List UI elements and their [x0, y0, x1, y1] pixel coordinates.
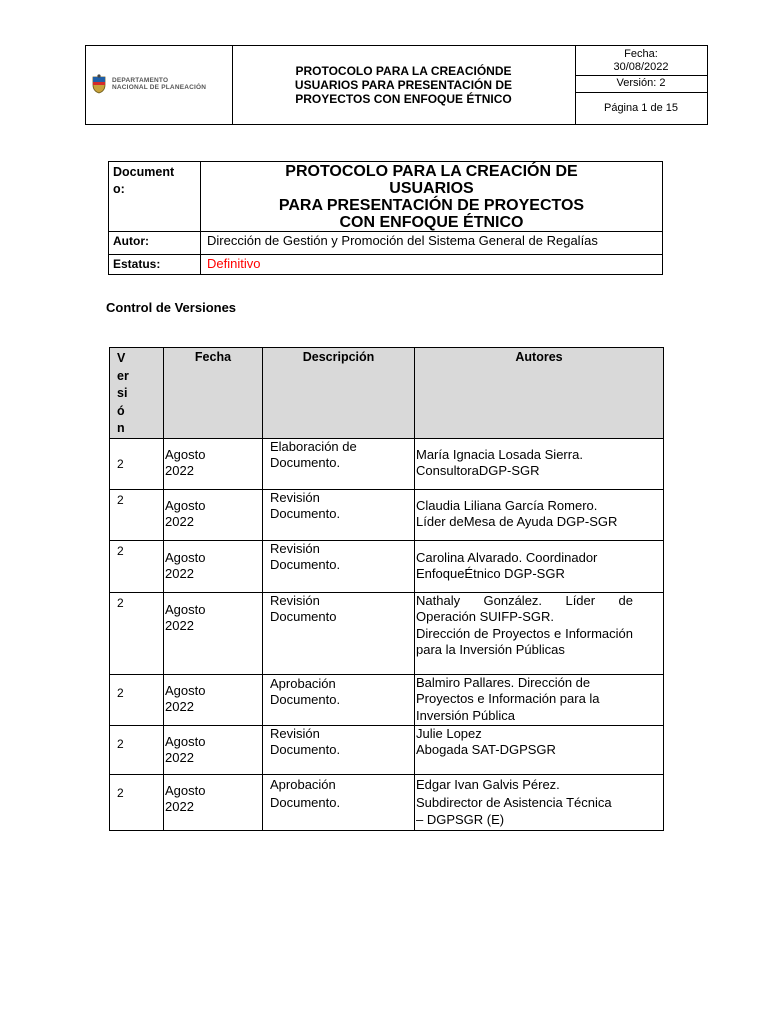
autor-line: Dirección de Proyectos e Información para la Inversión Públicas — [416, 625, 633, 657]
descripcion-header: Descripción — [263, 348, 415, 439]
autor-line: Abogada SAT-DGPSGR — [416, 742, 556, 757]
desc-line: Elaboración de — [270, 438, 357, 454]
autor-value: Dirección de Gestión y Promoción del Sistema General de Regalías — [201, 232, 663, 255]
fecha-line: 2022 — [165, 799, 194, 814]
header-title-line: PROTOCOLO PARA LA CREACIÓNDE — [295, 64, 512, 78]
fecha-line: Agosto — [165, 782, 206, 798]
desc-line: Revisión — [270, 592, 320, 608]
document-title — [201, 162, 663, 232]
autor-label: Autor: — [109, 232, 201, 255]
autor-line: Subdirector de Asistencia Técnica — [416, 794, 612, 810]
fecha-cell — [164, 540, 263, 592]
document-title-line: PARA PRESENTACIÓN DE PROYECTOS — [278, 197, 585, 214]
table-row — [110, 489, 664, 540]
document-title-line: PROTOCOLO PARA LA CREACIÓN DE — [285, 163, 578, 180]
documento-label — [109, 162, 201, 232]
estatus-value: Definitivo — [201, 255, 663, 275]
coat-of-arms-icon — [90, 74, 108, 94]
autores-cell — [415, 774, 664, 830]
dnp-logo — [90, 74, 206, 94]
desc-line: Documento. — [270, 742, 341, 757]
version-cell: 2 — [110, 438, 164, 489]
header-title-line: PROYECTOS CON ENFOQUE ÉTNICO — [295, 92, 512, 106]
descripcion-cell — [263, 725, 415, 774]
header-title-line: USUARIOS PARA PRESENTACIÓN DE — [294, 78, 513, 92]
logo-text-line-2: NACIONAL DE PLANEACIÓN — [112, 84, 207, 91]
documento-label-text: Document o: — [113, 165, 175, 196]
fecha-line: Agosto — [165, 601, 206, 617]
descripcion-cell — [263, 489, 415, 540]
autor-line: Claudia Liliana García Romero. — [416, 497, 598, 513]
autor-line: Líder deMesa de Ayuda DGP-SGR — [416, 514, 618, 529]
fecha-line: Agosto — [165, 733, 206, 749]
version-table — [109, 347, 664, 831]
version-cell: 2 — [110, 489, 164, 540]
page-number: Página 1 de 15 — [603, 102, 678, 114]
descripcion-cell — [263, 540, 415, 592]
desc-line: Aprobación — [270, 776, 336, 792]
desc-line: Documento. — [270, 455, 341, 470]
desc-line: Revisión — [270, 540, 320, 556]
version-header-char: er — [117, 368, 129, 383]
descripcion-cell — [263, 438, 415, 489]
estatus-label: Estatus: — [109, 255, 201, 275]
autor-line: Nathaly González. Líder de Operación SUIFP-SGR. — [416, 592, 633, 624]
autores-cell — [415, 674, 664, 725]
fecha-value: 30/08/2022 — [613, 61, 669, 73]
fecha-cell — [164, 438, 263, 489]
desc-line: Documento. — [270, 794, 341, 810]
descripcion-cell — [263, 674, 415, 725]
logo-text-line-1: DEPARTAMENTO — [112, 76, 169, 84]
descripcion-cell — [263, 592, 415, 674]
control-versions-title: Control de Versiones — [106, 300, 237, 315]
fecha-cell — [575, 46, 707, 76]
fecha-line: 2022 — [165, 750, 194, 765]
autor-line: Inversión Pública — [416, 707, 515, 723]
fecha-line: Agosto — [165, 682, 206, 698]
fecha-line: 2022 — [165, 566, 194, 581]
table-row — [110, 774, 664, 830]
table-row — [110, 674, 664, 725]
autor-line: Carolina Alvarado. Coordinador — [416, 549, 598, 565]
fecha-line: Agosto — [165, 549, 206, 565]
header-title — [232, 46, 576, 124]
autores-cell — [415, 489, 664, 540]
version-cell: 2 — [110, 725, 164, 774]
desc-line: Documento. — [270, 557, 341, 572]
fecha-cell — [164, 489, 263, 540]
document-title-line: USUARIOS — [389, 180, 474, 197]
version-header — [110, 348, 164, 439]
autor-line: ConsultoraDGP-SGR — [416, 463, 540, 478]
desc-line: Documento — [270, 609, 337, 624]
desc-line: Documento. — [270, 506, 341, 521]
document-info-table — [108, 161, 663, 275]
autores-cell — [415, 540, 664, 592]
fecha-cell — [164, 592, 263, 674]
desc-line: Aprobación — [270, 675, 336, 691]
autor-line: María Ignacia Losada Sierra. — [416, 446, 583, 462]
logo-cell — [86, 46, 233, 124]
version-header-char: V — [117, 351, 126, 365]
fecha-line: 2022 — [165, 514, 194, 529]
autor-line: Proyectos e Información para la — [416, 691, 600, 706]
version-cell: 2 — [110, 592, 164, 674]
version-cell: 2 — [110, 774, 164, 830]
desc-line: Revisión — [270, 489, 320, 505]
autor-line: Balmiro Pallares. Dirección de — [416, 674, 591, 690]
autor-line: Julie Lopez — [416, 725, 482, 741]
fecha-line: 2022 — [165, 463, 194, 478]
version-header-char: n — [117, 421, 125, 435]
version-cell: Versión: 2 — [575, 76, 707, 93]
fecha-cell — [164, 725, 263, 774]
version-cell: 2 — [110, 674, 164, 725]
fecha-label: Fecha: — [624, 48, 658, 60]
autor-line: Edgar Ivan Galvis Pérez. — [416, 776, 560, 792]
autores-cell — [415, 725, 664, 774]
fecha-cell — [164, 674, 263, 725]
desc-line: Documento. — [270, 692, 341, 707]
version-header-char: ó — [117, 403, 125, 418]
fecha-header: Fecha — [164, 348, 263, 439]
autor-line: EnfoqueÉtnico DGP-SGR — [416, 566, 565, 581]
fecha-cell — [164, 774, 263, 830]
desc-line: Revisión — [270, 725, 320, 741]
fecha-line: 2022 — [165, 618, 194, 633]
autores-header: Autores — [415, 348, 664, 439]
fecha-line: 2022 — [165, 699, 194, 714]
autores-cell — [415, 592, 664, 674]
table-row — [110, 540, 664, 592]
autores-cell — [415, 438, 664, 489]
table-row — [110, 438, 664, 489]
document-title-line: CON ENFOQUE ÉTNICO — [339, 214, 524, 231]
fecha-line: Agosto — [165, 497, 206, 513]
table-row — [110, 725, 664, 774]
document-header — [85, 45, 708, 125]
header-meta — [575, 46, 707, 124]
table-row — [110, 592, 664, 674]
autor-line: – DGPSGR (E) — [416, 811, 505, 827]
version-cell: 2 — [110, 540, 164, 592]
version-header-char: si — [117, 386, 128, 400]
descripcion-cell — [263, 774, 415, 830]
fecha-line: Agosto — [165, 446, 206, 462]
